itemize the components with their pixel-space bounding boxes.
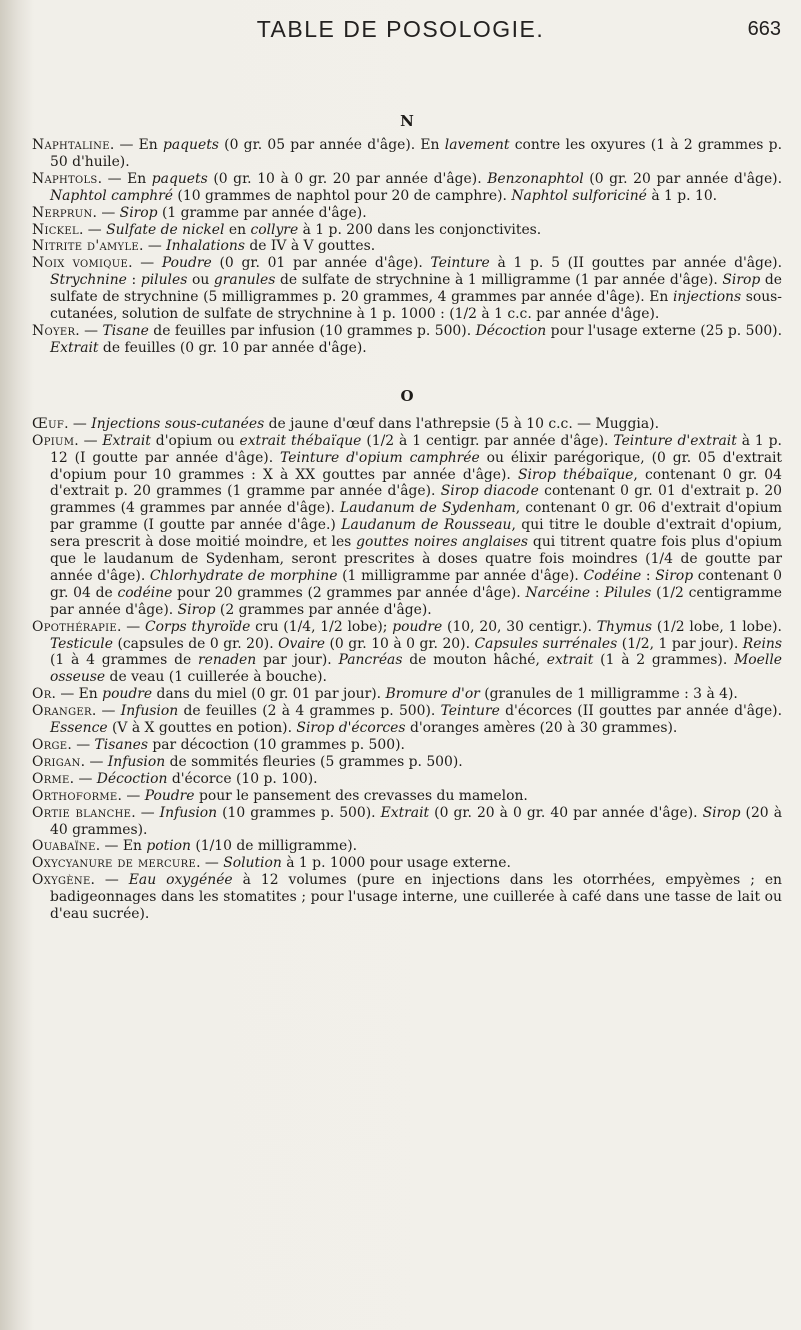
entry-headword: Or xyxy=(32,686,52,703)
entry-text: . — xyxy=(78,221,107,238)
entry-text: contenant 0 gr. 01 d'extrait p. 20 grammes (4 grammes par année d'âge). xyxy=(50,483,783,517)
entry-headword: Naphtaline xyxy=(32,137,110,153)
section-o-entries xyxy=(32,416,782,923)
entry-italic-term: renaden xyxy=(198,652,257,669)
entry-text: en xyxy=(224,221,251,238)
entry-italic-term: Teinture d'extrait xyxy=(613,432,737,449)
entry xyxy=(32,171,782,205)
entry-text: d'écorces (II gouttes par année d'âge). xyxy=(499,703,783,720)
entry-italic-term: Codéine xyxy=(583,567,642,584)
entry-italic-term: granules xyxy=(213,272,276,289)
entry-text: de sulfate de strychnine à 1 milligramme (1 par année d'âge). xyxy=(275,272,723,289)
entry xyxy=(32,416,782,433)
entry-text: (1 gramme par année d'âge). xyxy=(157,204,367,221)
entry xyxy=(32,703,782,737)
entry-text: qui titrent quatre fois plus d'opium que le laudanum de Sydenham, seront prescrites à doses quatre fois moindres (1/4 de goutte par année d'âge). xyxy=(50,534,782,584)
entry-text: ou élixir parégorique, (0 gr. 05 d'extrait d'opium pour 10 grammes : X à XX gouttes par année d'âge). xyxy=(50,449,782,483)
entry-italic-term: Testicule xyxy=(50,635,113,652)
entry-text: (0 gr. 10 à 0 gr. 20). xyxy=(324,635,475,652)
entry-italic-term: Naphtol camphré xyxy=(50,187,174,204)
entry-text: . — En xyxy=(51,686,103,703)
entry-text: (1/2, 1 par jour). xyxy=(617,635,743,652)
entry-text: . — xyxy=(117,787,145,804)
entry xyxy=(32,433,782,619)
entry-text: (capsules de 0 gr. 20). xyxy=(112,635,279,652)
entry-italic-term: poudre xyxy=(102,686,153,703)
entry-text: à 1 p. 1000 pour usage externe. xyxy=(281,855,511,872)
entry-text: de sommités fleuries (5 grammes p. 500). xyxy=(165,753,463,770)
section-letter-n: N xyxy=(400,112,414,130)
entry-headword: Oxygène xyxy=(32,872,91,889)
entry-text: de feuilles par infusion (10 grammes p. 500). xyxy=(148,322,476,339)
entry-text: dans du miel (0 gr. 01 par jour). xyxy=(152,686,386,703)
entry-italic-term: Sirop diacode xyxy=(440,483,539,500)
entry-headword: Nickel xyxy=(32,221,79,238)
entry xyxy=(32,788,782,805)
entry-text: , qui titre le double d'extrait d'opium, sera prescrit à dose moitié moindre, et les xyxy=(50,517,782,551)
entry-headword: Origan xyxy=(32,753,81,770)
entry-italic-term: Inhalations xyxy=(166,238,245,255)
entry-text: , contenant 0 gr. 06 d'extrait d'opium par gramme (I goutte par année d'âge.) xyxy=(50,500,782,534)
entry-italic-term: Benzonaphtol xyxy=(487,170,584,187)
entry-headword: Opium xyxy=(32,432,75,449)
entry-text: (1/2 centigramme par année d'âge). xyxy=(50,584,782,618)
entry-text: contre les oxyures (1 à 2 grammes p. 50 d'huile). xyxy=(50,137,782,170)
entry-italic-term: Solution xyxy=(223,855,282,872)
entry-italic-term: potion xyxy=(146,838,191,855)
entry xyxy=(32,323,782,357)
running-header xyxy=(0,8,801,48)
entry-italic-term: Moelle osseuse xyxy=(50,652,782,686)
entry-headword: Œuf xyxy=(32,415,65,432)
entry-italic-term: Pancréas xyxy=(338,652,403,669)
entry-text: . — xyxy=(138,238,167,255)
entry-italic-term: Extrait xyxy=(102,432,151,449)
entry xyxy=(32,255,782,323)
entry xyxy=(32,222,782,239)
entry-text: : xyxy=(590,584,605,601)
entry-italic-term: Bromure d'or xyxy=(385,686,480,703)
entry-italic-term: Sirop xyxy=(177,601,216,618)
entry-italic-term: Tisane xyxy=(102,322,149,339)
entry-text: pour l'usage externe (25 p. 500). xyxy=(546,322,782,339)
entry-text: : xyxy=(641,567,656,584)
entry-headword: Nerprun xyxy=(32,204,93,221)
entry-italic-term: extrait xyxy=(546,652,594,669)
entry-italic-term: Sirop xyxy=(702,804,741,821)
entry-italic-term: paquets xyxy=(151,170,208,187)
entry-italic-term: Teinture xyxy=(430,255,490,272)
entry-text: . — xyxy=(117,618,145,635)
entry-text: . — En xyxy=(95,838,147,855)
entry-italic-term: Eau oxygénée xyxy=(128,872,233,889)
entry-headword: Ortie blanche xyxy=(32,804,132,821)
entry-text: de feuilles (2 à 4 grammes p. 500). xyxy=(178,703,441,720)
entry-text: à 1 p. 12 (I goutte par année d'âge). xyxy=(50,432,782,466)
entry-text: (1 à 2 grammes). xyxy=(593,652,735,669)
entry-italic-term: Corps thyroïde xyxy=(144,618,251,635)
entry-text: (20 à 40 grammes). xyxy=(50,804,782,838)
entry-text: . — xyxy=(131,804,160,821)
entry xyxy=(32,737,782,754)
entry-italic-term: collyre xyxy=(250,221,299,238)
entry-italic-term: Sulfate de nickel xyxy=(106,221,225,238)
entry-text: (10 grammes p. 500). xyxy=(217,804,381,821)
entry-text: (10 grammes de naphtol pour 20 de camphre). xyxy=(173,187,512,204)
entry-text: contenant 0 gr. 04 de xyxy=(50,567,782,601)
entry xyxy=(32,855,782,872)
entry-italic-term: Extrait xyxy=(50,339,99,356)
entry-italic-term: Narcéine xyxy=(525,584,591,601)
entry-italic-term: Tisanes xyxy=(94,737,148,753)
entry xyxy=(32,205,782,222)
entry-italic-term: Laudanum de Sydenham xyxy=(340,500,516,517)
entry-text: (0 gr. 20 à 0 gr. 40 par année d'âge). xyxy=(429,804,703,821)
entry-text: (V à X gouttes en potion). xyxy=(107,720,297,737)
entry-italic-term: lavement xyxy=(444,137,510,153)
entry-text: à 1 p. 5 (II gouttes par année d'âge). xyxy=(489,255,783,272)
entry-italic-term: Essence xyxy=(50,720,108,737)
entry-text: . — xyxy=(91,703,121,720)
entry-italic-term: Naphtol sulforiciné xyxy=(511,187,647,204)
entry-italic-term: Capsules surrénales xyxy=(474,635,618,652)
entry-italic-term: Décoction xyxy=(96,770,168,787)
entry-text: de sulfate de strychnine (5 milligrammes p. 20 grammes, 4 grammes par année d'âge). En xyxy=(50,272,783,306)
entry-headword: Orme xyxy=(32,770,70,787)
entry-text: par décoction (10 grammes p. 500). xyxy=(147,737,405,753)
section-letter-o: O xyxy=(400,386,414,405)
entry-italic-term: injections xyxy=(672,289,742,306)
entry-text: (0 gr. 20 par année d'âge). xyxy=(583,170,782,187)
entry-italic-term: Sirop xyxy=(722,272,761,289)
entry-text: . — xyxy=(196,855,224,872)
entry-italic-term: Pilules xyxy=(604,584,652,601)
entry-text: de mouton hâché, xyxy=(402,652,547,669)
entry-text: (granules de 1 milligramme : 3 à 4). xyxy=(479,686,738,703)
entry-text: pour le pansement des crevasses du mamelon. xyxy=(194,787,528,804)
entry-text: . — xyxy=(69,770,97,787)
entry-italic-term: Ovaire xyxy=(278,635,325,652)
entry-text: (2 grammes par année d'âge). xyxy=(215,601,432,618)
entry-italic-term: Infusion xyxy=(107,753,166,770)
entry-text: . — xyxy=(64,415,92,432)
entry-text: à 1 p. 10. xyxy=(646,187,718,204)
entry-text: (1 à 4 grammes de xyxy=(50,652,198,669)
entry-italic-term: Strychnine xyxy=(50,272,127,289)
entry-text: (1/2 lobe, 1 lobe). xyxy=(652,618,782,635)
entry-headword: Noyer xyxy=(32,322,76,339)
entry-text: de jaune d'œuf dans l'athrepsie (5 à 10 c.c. — Muggia). xyxy=(264,415,659,432)
entry-text: : xyxy=(126,272,141,289)
entry-text: (0 gr. 10 à 0 gr. 20 par année d'âge). xyxy=(207,170,488,187)
posology-table xyxy=(32,112,782,923)
entry-italic-term: gouttes noires anglaises xyxy=(356,534,529,551)
entry-italic-term: Sirop xyxy=(119,204,158,221)
entry-text: , contenant 0 gr. 04 d'extrait p. 20 grammes (1 gramme par année d'âge). xyxy=(50,466,782,500)
entry-text: ou xyxy=(187,272,214,289)
entry-italic-term: Teinture xyxy=(440,703,500,720)
entry-text: sous-cutanées, solution de sulfate de strychnine à 1 p. 1000 : (1/2 à 1 c.c. par année d'âge). xyxy=(50,289,782,323)
entry-text: . — xyxy=(75,322,103,339)
entry-headword: Nitrite d'amyle xyxy=(32,238,139,255)
entry-italic-term: Laudanum de Rousseau xyxy=(341,517,512,534)
entry-text: . — En xyxy=(97,170,152,187)
entry-italic-term: extrait thébaïque xyxy=(239,432,362,449)
entry-italic-term: Sirop d'écorces xyxy=(296,720,406,737)
entry-text: de feuilles (0 gr. 10 par année d'âge). xyxy=(98,339,367,356)
entry-italic-term: codéine xyxy=(117,584,173,601)
entry-text: . — xyxy=(80,753,108,770)
entry-italic-term: Poudre xyxy=(161,255,212,272)
entry xyxy=(32,771,782,788)
entry-italic-term: pilules xyxy=(140,272,188,289)
entry xyxy=(32,619,782,687)
entry-text: . — xyxy=(92,204,120,221)
entry-headword: Noix vomique xyxy=(32,255,129,272)
entry-italic-term: Sirop thébaïque xyxy=(517,466,634,483)
entry-text: . — xyxy=(74,432,103,449)
entry-text: (0 gr. 01 par année d'âge). xyxy=(211,255,431,272)
entry-headword: Ouabaïne xyxy=(32,838,96,855)
entry-text: d'opium ou xyxy=(150,432,240,449)
entry-text: (10, 20, 30 centigr.). xyxy=(442,618,597,635)
entry-headword: Orge xyxy=(32,737,68,753)
entry-text: (1/10 de milligramme). xyxy=(190,838,358,855)
entry-italic-term: Infusion xyxy=(120,703,179,720)
entry xyxy=(32,137,782,171)
entry-headword: Oxycyanure de mercure xyxy=(32,855,197,872)
entry-italic-term: Thymus xyxy=(596,618,653,635)
entry-italic-term: Extrait xyxy=(380,804,430,821)
entry-italic-term: poudre xyxy=(392,618,443,635)
entry-italic-term: paquets xyxy=(162,137,219,153)
entry-headword: Orthoforme xyxy=(32,787,118,804)
entry-text: pour 20 grammes (2 grammes par année d'âge). xyxy=(172,584,526,601)
entry-text: . — xyxy=(128,255,162,272)
entry xyxy=(32,686,782,703)
page-number: 663 xyxy=(747,18,781,40)
entry-text: par jour). xyxy=(256,652,339,669)
entry xyxy=(32,838,782,855)
entry-italic-term: Reins xyxy=(742,635,782,652)
section-n-entries xyxy=(32,137,782,357)
entry-text: de veau (1 cuillerée à bouche). xyxy=(105,669,327,686)
entry-text: . — En xyxy=(109,137,163,153)
entry-text: (1 milligramme par année d'âge). xyxy=(337,567,584,584)
entry xyxy=(32,238,782,255)
entry-text: . — xyxy=(67,737,95,753)
entry-italic-term: Poudre xyxy=(144,787,195,804)
entry xyxy=(32,805,782,839)
entry-text: cru (1/4, 1/2 lobe); xyxy=(250,618,393,635)
entry-text: à 12 volumes (pure en injections dans les otorrhées, empyèmes ; en badigeonnages dans les stomatites ; pour l'usage interne, une cuillerée à café dans une tasse de lait ou d'eau sucrée). xyxy=(50,872,782,923)
entry-italic-term: Décoction xyxy=(475,322,547,339)
entry-headword: Naphtols xyxy=(32,170,98,187)
entry-italic-term: Sirop xyxy=(655,567,694,584)
page-title: TABLE DE POSOLOGIE. xyxy=(256,16,545,42)
entry-italic-term: Teinture d'opium camphrée xyxy=(280,449,480,466)
entry xyxy=(32,872,782,923)
entry-text: de IV à V gouttes. xyxy=(244,238,376,255)
entry-text: (1/2 à 1 centigr. par année d'âge). xyxy=(361,432,614,449)
entry-headword: Opothérapie xyxy=(32,618,118,635)
entry-text: . — xyxy=(90,872,129,889)
entry-text: à 1 p. 200 dans les conjonctivites. xyxy=(298,221,542,238)
entry-italic-term: Injections sous-cutanées xyxy=(91,415,265,432)
entry-text: d'écorce (10 p. 100). xyxy=(167,770,318,787)
entry xyxy=(32,754,782,771)
entry-headword: Oranger xyxy=(32,703,92,720)
entry-text: (0 gr. 05 par année d'âge). En xyxy=(218,137,445,153)
entry-text: d'oranges amères (20 à 30 grammes). xyxy=(405,720,678,737)
entry-italic-term: Chlorhydrate de morphine xyxy=(149,567,338,584)
entry-italic-term: Infusion xyxy=(159,804,218,821)
